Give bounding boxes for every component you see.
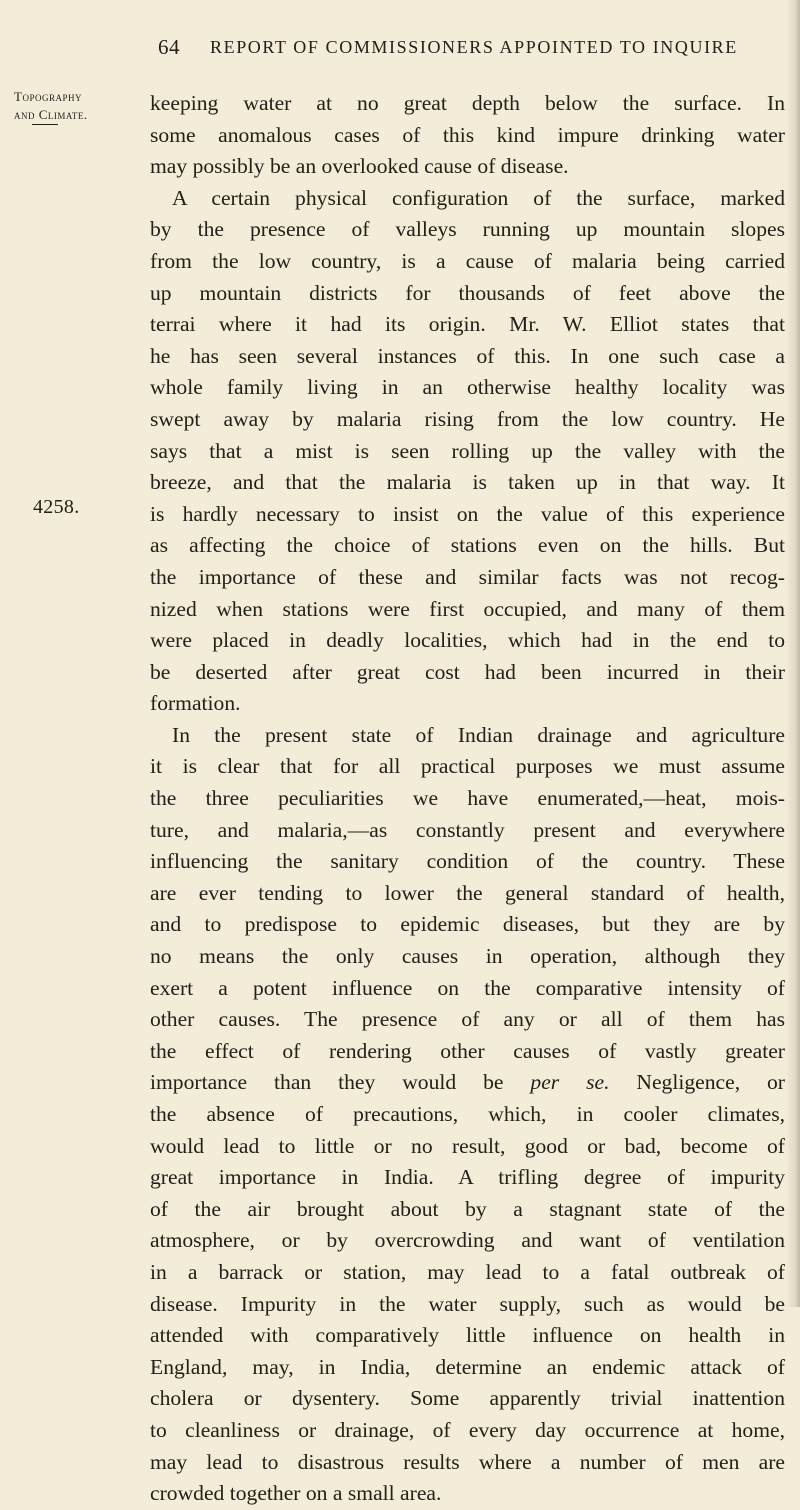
- text-line: some anomalous cases of this kind impure drinking water: [150, 122, 785, 147]
- text-line: crowded together on a small area.: [150, 1481, 442, 1506]
- text-line: no means the only causes in operation, although they: [150, 944, 785, 969]
- text-line: great importance in India. A trifling degree of impurity: [150, 1165, 785, 1190]
- text-line: of the air brought about by a stagnant state of the: [150, 1196, 785, 1221]
- text-line: would lead to little or no result, good or bad, become of: [150, 1133, 785, 1158]
- page-header: [0, 35, 800, 65]
- italic-phrase: per se.: [530, 1070, 610, 1095]
- text-segment: Negligence, or: [609, 1070, 785, 1095]
- text-line: he has seen several instances of this. In one such case a: [150, 343, 785, 368]
- margin-topic-note: [14, 88, 88, 124]
- text-line: influencing the sanitary condition of the country. These: [150, 849, 785, 874]
- text-line: cholera or dysentery. Some apparently trivial inattention: [150, 1386, 785, 1411]
- text-line: other causes. The presence of any or all of them has: [150, 1007, 785, 1032]
- text-line: to cleanliness or drainage, of every day occurrence at home,: [150, 1417, 785, 1442]
- margin-topic-line-1: Topography: [14, 89, 82, 104]
- text-line: is hardly necessary to insist on the value of this experience: [150, 501, 785, 526]
- text-line: England, may, in India, determine an endemic attack of: [150, 1354, 785, 1379]
- running-head: REPORT OF COMMISSIONERS APPOINTED TO INQUIRE: [210, 37, 738, 57]
- text-line: In the present state of Indian drainage and agriculture: [172, 722, 785, 747]
- page-number: 64: [158, 35, 180, 59]
- page-edge-shadow: [786, 0, 800, 1307]
- text-line: it is clear that for all practical purposes we must assume: [150, 754, 785, 779]
- body-text: [150, 88, 785, 1510]
- text-line: the effect of rendering other causes of vastly greater: [150, 1038, 785, 1063]
- text-line: in a barrack or station, may lead to a fatal outbreak of: [150, 1259, 785, 1284]
- text-line: keeping water at no great depth below the surface. In: [150, 91, 785, 115]
- text-line: terrai where it had its origin. Mr. W. Elliot states that: [150, 312, 785, 337]
- text-line: the three peculiarities we have enumerated,—heat, mois-: [150, 786, 785, 811]
- text-line: the importance of these and similar facts was not recog-: [150, 564, 785, 589]
- text-line: and to predispose to epidemic diseases, but they are by: [150, 912, 785, 937]
- text-line: attended with comparatively little influence on health in: [150, 1323, 785, 1348]
- text-line: formation.: [150, 691, 241, 716]
- text-line: swept away by malaria rising from the low country. He: [150, 406, 785, 431]
- text-segment: importance than they would be: [150, 1070, 531, 1095]
- text-line: are ever tending to lower the general standard of health,: [150, 880, 785, 905]
- text-line: be deserted after great cost had been incurred in their: [150, 659, 785, 684]
- text-line: says that a mist is seen rolling up the valley with the: [150, 438, 785, 463]
- text-line: may lead to disastrous results where a number of men are: [150, 1449, 785, 1474]
- text-line: exert a potent influence on the comparative intensity of: [150, 975, 785, 1000]
- text-line: may possibly be an overlooked cause of disease.: [150, 154, 569, 179]
- text-line: the absence of precautions, which, in cooler climates,: [150, 1102, 785, 1126]
- text-line: disease. Impurity in the water supply, such as would be: [150, 1291, 785, 1316]
- text-line: up mountain districts for thousands of feet above the: [150, 280, 785, 305]
- margin-topic-line-2: and Climate.: [14, 107, 88, 122]
- text-line: A certain physical configuration of the surface, marked: [172, 185, 785, 210]
- text-line: ture, and malaria,—as constantly present and everywhere: [150, 817, 785, 842]
- text-line: by the presence of valleys running up mountain slopes: [150, 217, 785, 242]
- text-line: from the low country, is a cause of malaria being carried: [150, 248, 785, 273]
- text-line: nized when stations were first occupied, and many of them: [150, 596, 785, 621]
- margin-dash: [32, 124, 58, 125]
- text-line: breeze, and that the malaria is taken up in that way. It: [150, 470, 785, 495]
- text-line: [150, 1067, 785, 1099]
- text-line: were placed in deadly localities, which had in the end to: [150, 628, 785, 653]
- text-line: atmosphere, or by overcrowding and want of ventilation: [150, 1228, 785, 1253]
- margin-paragraph-number: 4258.: [33, 496, 80, 518]
- text-line: as affecting the choice of stations even on the hills. But: [150, 533, 785, 558]
- text-line: whole family living in an otherwise healthy locality was: [150, 375, 785, 400]
